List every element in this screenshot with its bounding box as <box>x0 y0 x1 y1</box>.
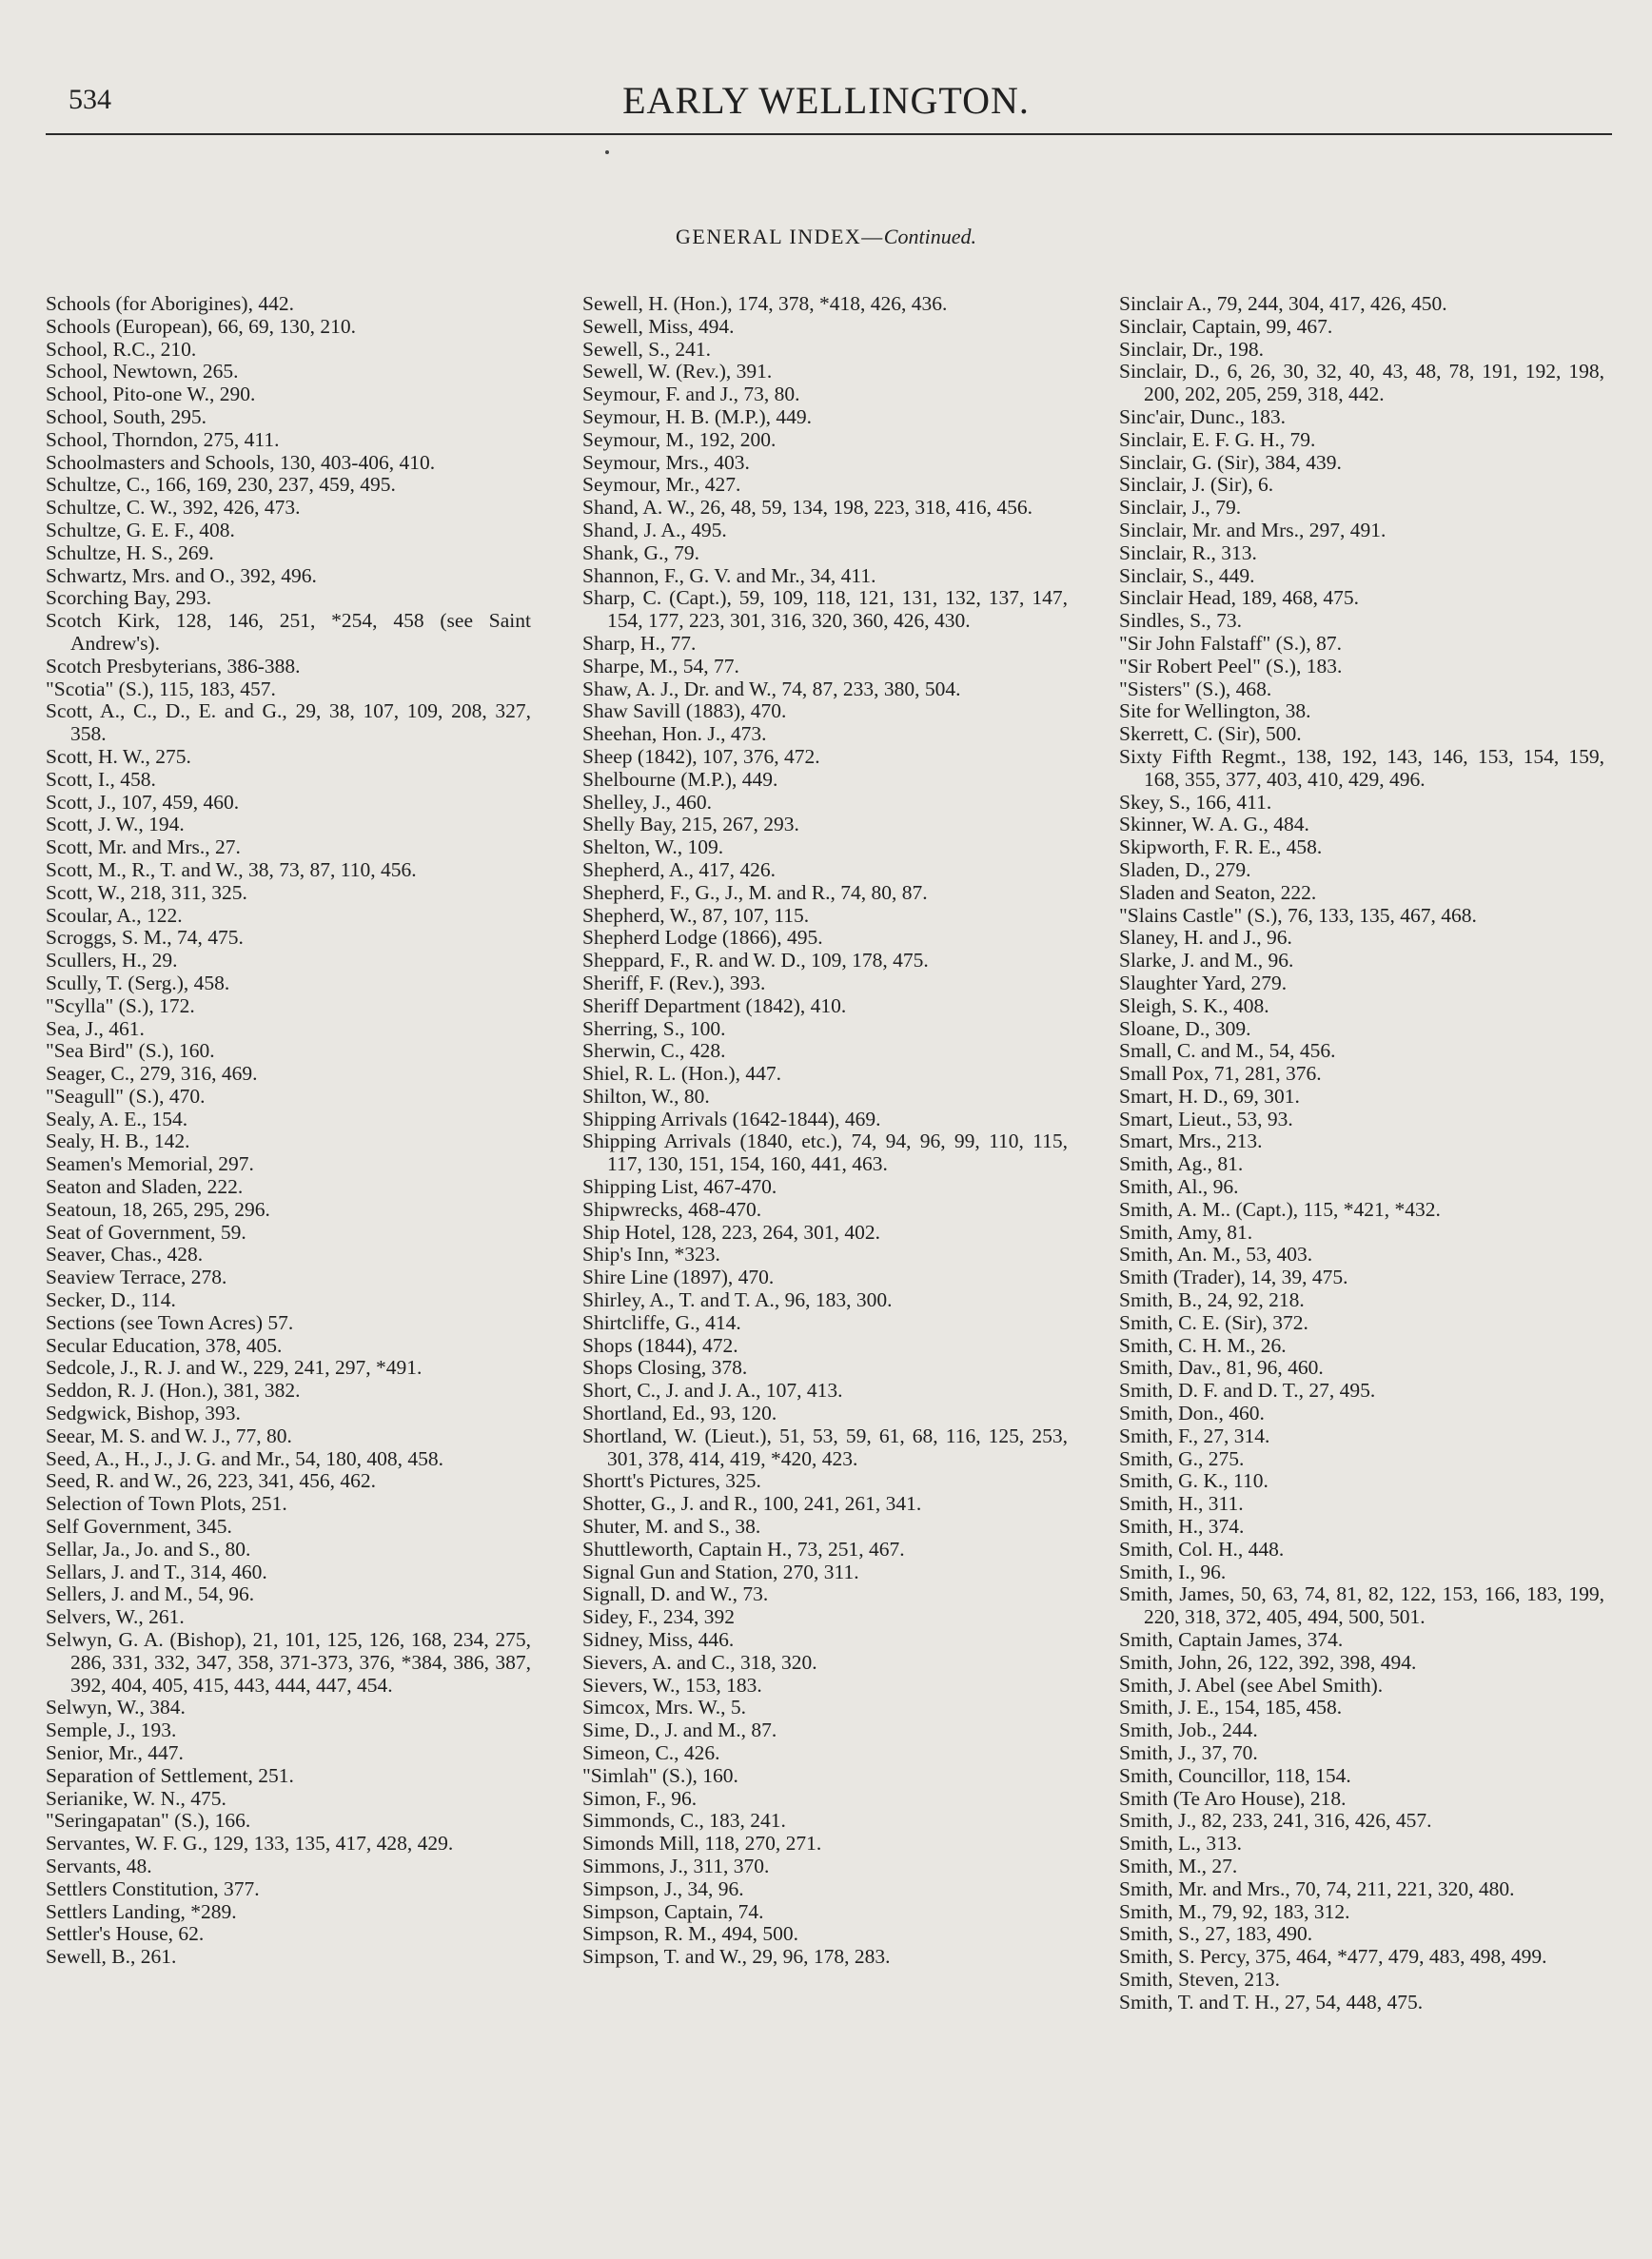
index-entry: Small, C. and M., 54, 456. <box>1119 1039 1336 1063</box>
index-entry: Sievers, A. and C., 318, 320. <box>582 1650 817 1674</box>
index-entry: Schools (for Aborigines), 442. <box>46 292 294 315</box>
index-entry: Shipping Arrivals (1840, etc.), 74, 94, 96, 99, 110, 115, 117, 130, 151, 154, 160, 441, 463. <box>582 1130 1068 1176</box>
index-entry: School, Thorndon, 275, 411. <box>46 427 280 451</box>
index-entry: Shelbourne (M.P.), 449. <box>582 767 778 791</box>
index-entry: "Seringapatan" (S.), 166. <box>46 1809 251 1833</box>
index-entry: Sedcole, J., R. J. and W., 229, 241, 297, *491. <box>46 1356 423 1380</box>
index-entry: Shelly Bay, 215, 267, 293. <box>582 813 799 836</box>
index-entry: Semple, J., 193. <box>46 1719 177 1742</box>
index-entry: Shaw, A. J., Dr. and W., 74, 87, 233, 380, 504. <box>582 677 961 700</box>
index-entry: Sheriff Department (1842), 410. <box>582 993 847 1017</box>
index-entry: Shortland, Ed., 93, 120. <box>582 1402 777 1425</box>
index-entry: Sedgwick, Bishop, 393. <box>46 1402 241 1425</box>
index-entry: Schultze, C. W., 392, 426, 473. <box>46 496 301 520</box>
index-entry: Sewell, S., 241. <box>582 337 711 361</box>
index-entry: Smart, Mrs., 213. <box>1119 1130 1263 1153</box>
index-entry: Skipworth, F. R. E., 458. <box>1119 835 1323 859</box>
index-entry: Shepherd Lodge (1866), 495. <box>582 926 823 950</box>
index-entry: Scott, H. W., 275. <box>46 744 191 768</box>
index-entry: Sheep (1842), 107, 376, 472. <box>582 744 820 768</box>
index-entry: Sidney, Miss, 446. <box>582 1628 735 1652</box>
index-entry: Serianike, W. N., 475. <box>46 1786 226 1810</box>
index-entry: Smith, C. E. (Sir), 372. <box>1119 1310 1308 1334</box>
section-title-continued: Continued. <box>883 225 976 248</box>
index-entry: Skerrett, C. (Sir), 500. <box>1119 722 1302 746</box>
index-entry: Shuter, M. and S., 38. <box>582 1515 761 1539</box>
index-entry: Selection of Town Plots, 251. <box>46 1492 287 1516</box>
index-entry: Smith, Col. H., 448. <box>1119 1537 1285 1561</box>
index-entry: Skinner, W. A. G., 484. <box>1119 813 1309 836</box>
index-entry: Shelton, W., 109. <box>582 835 724 859</box>
index-entry: Simeon, C., 426. <box>582 1741 720 1764</box>
index-entry: Shotter, G., J. and R., 100, 241, 261, 341. <box>582 1492 922 1516</box>
index-entry: Smith, F., 27, 314. <box>1119 1424 1270 1447</box>
index-entry: Shire Line (1897), 470. <box>582 1266 775 1289</box>
index-entry: Seatoun, 18, 265, 295, 296. <box>46 1197 270 1221</box>
index-entry: Smith (Trader), 14, 39, 475. <box>1119 1266 1348 1289</box>
index-entry: Sinclair, Mr. and Mrs., 297, 491. <box>1119 518 1386 541</box>
index-entry: Shortland, W. (Lieut.), 51, 53, 59, 61, 68, 116, 125, 253, 301, 378, 414, 419, *420, 423. <box>582 1424 1068 1470</box>
index-entry: Smart, H. D., 69, 301. <box>1119 1084 1300 1108</box>
index-entry: Scott, I., 458. <box>46 767 156 791</box>
index-entry: Scullers, H., 29. <box>46 949 178 972</box>
index-entry: Sidey, F., 234, 392 <box>582 1605 735 1629</box>
index-entry: Smith, Captain James, 374. <box>1119 1628 1344 1652</box>
index-entry: Slaughter Yard, 279. <box>1119 971 1288 994</box>
index-entry: Smith, C. H. M., 26. <box>1119 1333 1287 1357</box>
index-entry: Selwyn, G. A. (Bishop), 21, 101, 125, 126, 168, 234, 275, 286, 331, 332, 347, 358, 371-373, 376, *384, 386, 387, 392, 404, 405, 415, 443, 444, 447, 454. <box>46 1628 531 1697</box>
index-entry: Smith, M., 79, 92, 183, 312. <box>1119 1899 1350 1923</box>
index-entry: Seed, A., H., J., J. G. and Mr., 54, 180, 408, 458. <box>46 1446 444 1470</box>
index-entry: Sindles, S., 73. <box>1119 609 1243 633</box>
index-entry: Shirley, A., T. and T. A., 96, 183, 300. <box>582 1288 893 1312</box>
index-entry: Sinclair, Captain, 99, 467. <box>1119 314 1333 338</box>
index-entry: Smith, I., 96. <box>1119 1560 1227 1583</box>
index-entry: Seaton and Sladen, 222. <box>46 1175 244 1199</box>
index-entry: Sime, D., J. and M., 87. <box>582 1719 777 1742</box>
index-entry: Shiel, R. L. (Hon.), 447. <box>582 1062 782 1086</box>
index-entry: Simpson, Captain, 74. <box>582 1899 764 1923</box>
index-entry: Ship Hotel, 128, 223, 264, 301, 402. <box>582 1220 880 1244</box>
index-entry: Smith, Dav., 81, 96, 460. <box>1119 1356 1324 1380</box>
index-entry: Sellars, J. and T., 314, 460. <box>46 1560 267 1583</box>
stray-mark <box>605 150 609 154</box>
section-title <box>0 225 1652 249</box>
index-entry: Sinclair A., 79, 244, 304, 417, 426, 450. <box>1119 292 1447 315</box>
index-entry: Smith, L., 313. <box>1119 1832 1243 1856</box>
index-entry: Smart, Lieut., 53, 93. <box>1119 1107 1293 1130</box>
index-entry: Shops (1844), 472. <box>582 1333 738 1357</box>
index-entry: Smith, M., 27. <box>1119 1854 1238 1877</box>
index-entry: Seymour, H. B. (M.P.), 449. <box>582 404 813 428</box>
index-entry: Servantes, W. F. G., 129, 133, 135, 417, 428, 429. <box>46 1832 454 1856</box>
index-column-3 <box>1119 293 1604 2014</box>
index-entry: Sinclair, R., 313. <box>1119 540 1257 564</box>
index-entry: Shops Closing, 378. <box>582 1356 748 1380</box>
index-entry: Sladen, D., 279. <box>1119 857 1251 881</box>
index-entry: Smith, J. E., 154, 185, 458. <box>1119 1696 1343 1719</box>
index-entry: Scott, Mr. and Mrs., 27. <box>46 835 241 859</box>
index-entry: Seear, M. S. and W. J., 77, 80. <box>46 1424 292 1447</box>
index-entry: Shank, G., 79. <box>582 540 700 564</box>
index-entry: Short, C., J. and J. A., 107, 413. <box>582 1379 843 1403</box>
index-entry: Scott, A., C., D., E. and G., 29, 38, 107, 109, 208, 327, 358. <box>46 699 531 746</box>
index-entry: Seymour, Mrs., 403. <box>582 450 750 474</box>
index-entry: Smith, J., 37, 70. <box>1119 1741 1258 1764</box>
index-entry: Sleigh, S. K., 408. <box>1119 993 1269 1017</box>
index-entry: Simon, F., 96. <box>582 1786 698 1810</box>
index-entry: School, R.C., 210. <box>46 337 197 361</box>
index-entry: Signall, D. and W., 73. <box>582 1582 769 1606</box>
index-entry: Shannon, F., G. V. and Mr., 34, 411. <box>582 563 876 587</box>
index-entry: "Sir John Falstaff" (S.), 87. <box>1119 631 1342 655</box>
index-entry: Smith, H., 311. <box>1119 1492 1244 1516</box>
index-entry: Sloane, D., 309. <box>1119 1016 1251 1040</box>
index-entry: Sewell, B., 261. <box>46 1945 177 1969</box>
index-entry: Schools (European), 66, 69, 130, 210. <box>46 314 357 338</box>
index-entry: Smith, S. Percy, 375, 464, *477, 479, 483, 498, 499. <box>1119 1945 1547 1969</box>
index-entry: Schultze, G. E. F., 408. <box>46 518 235 541</box>
index-entry: Sinclair, G. (Sir), 384, 439. <box>1119 450 1342 474</box>
index-entry: Separation of Settlement, 251. <box>46 1763 294 1787</box>
index-entry: Schoolmasters and Schools, 130, 403-406, 410. <box>46 450 436 474</box>
index-entry: Smith, Job., 244. <box>1119 1719 1258 1742</box>
index-entry: Scroggs, S. M., 74, 475. <box>46 926 244 950</box>
index-entry: Seat of Government, 59. <box>46 1220 246 1244</box>
index-entry: Sinclair Head, 189, 468, 475. <box>1119 586 1359 610</box>
index-entry: Smith, An. M., 53, 403. <box>1119 1243 1313 1267</box>
index-entry: Slarke, J. and M., 96. <box>1119 949 1294 972</box>
index-entry: Scorching Bay, 293. <box>46 586 212 610</box>
index-entry: Shand, A. W., 26, 48, 59, 134, 198, 223, 318, 416, 456. <box>582 496 1033 520</box>
index-entry: Sievers, W., 153, 183. <box>582 1673 762 1697</box>
index-entry: Smith, Don., 460. <box>1119 1402 1265 1425</box>
index-entry: Settlers Constitution, 377. <box>46 1876 260 1900</box>
index-entry: Simmonds, C., 183, 241. <box>582 1809 786 1833</box>
index-entry: Self Government, 345. <box>46 1515 232 1539</box>
index-entry: Sealy, A. E., 154. <box>46 1107 188 1130</box>
index-entry: Schultze, H. S., 269. <box>46 540 214 564</box>
index-entry: Selvers, W., 261. <box>46 1605 185 1629</box>
index-entry: Sherwin, C., 428. <box>582 1039 726 1063</box>
index-entry: Shipwrecks, 468-470. <box>582 1197 762 1221</box>
index-column-2 <box>582 293 1068 1969</box>
index-entry: Sewell, H. (Hon.), 174, 378, *418, 426, 436. <box>582 292 948 315</box>
index-entry: Shirtcliffe, G., 414. <box>582 1310 741 1334</box>
index-entry: "Sisters" (S.), 468. <box>1119 677 1272 700</box>
header-rule <box>46 133 1612 135</box>
index-entry: Seaver, Chas., 428. <box>46 1243 204 1267</box>
index-entry: Scotch Kirk, 128, 146, 251, *254, 458 (see Saint Andrew's). <box>46 609 531 655</box>
index-entry: "Simlah" (S.), 160. <box>582 1763 738 1787</box>
index-entry: Sixty Fifth Regmt., 138, 192, 143, 146, 153, 154, 159, 168, 355, 377, 403, 410, 429, 496. <box>1119 744 1604 791</box>
index-entry: Smith, A. M.. (Capt.), 115, *421, *432. <box>1119 1197 1441 1221</box>
index-entry: Smith, James, 50, 63, 74, 81, 82, 122, 153, 166, 183, 199, 220, 318, 372, 405, 494, 500, 501. <box>1119 1582 1604 1629</box>
index-entry: Smith, B., 24, 92, 218. <box>1119 1288 1305 1312</box>
index-entry: Shepherd, W., 87, 107, 115. <box>582 903 810 927</box>
index-entry: Scott, J. W., 194. <box>46 813 185 836</box>
index-entry: Simpson, T. and W., 29, 96, 178, 283. <box>582 1945 891 1969</box>
index-entry: Sheehan, Hon. J., 473. <box>582 722 767 746</box>
index-entry: Smith, Al., 96. <box>1119 1175 1239 1199</box>
index-entry: Shepherd, F., G., J., M. and R., 74, 80, 87. <box>582 880 928 904</box>
index-entry: Seamen's Memorial, 297. <box>46 1152 254 1176</box>
running-head-title: EARLY WELLINGTON. <box>622 79 1030 122</box>
index-entry: Scott, W., 218, 311, 325. <box>46 880 247 904</box>
index-entry: Shuttleworth, Captain H., 73, 251, 467. <box>582 1537 905 1561</box>
index-entry: Servants, 48. <box>46 1854 152 1877</box>
index-entry: Sewell, Miss, 494. <box>582 314 735 338</box>
index-entry: Smith, Amy, 81. <box>1119 1220 1253 1244</box>
index-entry: Smith, Mr. and Mrs., 70, 74, 211, 221, 320, 480. <box>1119 1876 1515 1900</box>
index-entry: Shelley, J., 460. <box>582 790 712 814</box>
index-entry: Seymour, M., 192, 200. <box>582 427 777 451</box>
index-entry: Shilton, W., 80. <box>582 1084 710 1108</box>
index-entry: Secker, D., 114. <box>46 1288 176 1312</box>
index-entry: Smith, John, 26, 122, 392, 398, 494. <box>1119 1650 1417 1674</box>
index-entry: "Seagull" (S.), 470. <box>46 1084 206 1108</box>
index-entry: Sladen and Seaton, 222. <box>1119 880 1317 904</box>
index-entry: Seymour, Mr., 427. <box>582 473 741 497</box>
section-title-label: GENERAL INDEX— <box>676 225 884 248</box>
index-entry: "Scylla" (S.), 172. <box>46 993 195 1017</box>
index-entry: Secular Education, 378, 405. <box>46 1333 283 1357</box>
index-entry: School, South, 295. <box>46 404 207 428</box>
index-entry: Scott, J., 107, 459, 460. <box>46 790 240 814</box>
index-entry: School, Newtown, 265. <box>46 360 239 383</box>
index-entry: Simpson, J., 34, 96. <box>582 1876 744 1900</box>
index-entry: Scoular, A., 122. <box>46 903 183 927</box>
index-entry: Settler's House, 62. <box>46 1922 205 1946</box>
index-entry: Sinc'air, Dunc., 183. <box>1119 404 1286 428</box>
index-entry: Smith, Councillor, 118, 154. <box>1119 1763 1351 1787</box>
index-entry: Sinclair, Dr., 198. <box>1119 337 1265 361</box>
index-entry: Senior, Mr., 447. <box>46 1741 184 1764</box>
index-entry: Seager, C., 279, 316, 469. <box>46 1062 258 1086</box>
index-entry: Skey, S., 166, 411. <box>1119 790 1272 814</box>
index-entry: Simcox, Mrs. W., 5. <box>582 1696 747 1719</box>
index-entry: School, Pito-one W., 290. <box>46 383 256 406</box>
index-entry: Shipping List, 467-470. <box>582 1175 777 1199</box>
index-entry: Sinclair, S., 449. <box>1119 563 1255 587</box>
index-entry: Sinclair, E. F. G. H., 79. <box>1119 427 1316 451</box>
index-entry: Scott, M., R., T. and W., 38, 73, 87, 110, 456. <box>46 857 417 881</box>
index-entry: Shipping Arrivals (1642-1844), 469. <box>582 1107 881 1130</box>
index-entry: "Sir Robert Peel" (S.), 183. <box>1119 654 1343 678</box>
index-entry: Sheppard, F., R. and W. D., 109, 178, 475. <box>582 949 929 972</box>
index-entry: Sinclair, D., 6, 26, 30, 32, 40, 43, 48, 78, 191, 192, 198, 200, 202, 205, 259, 318, 442. <box>1119 360 1604 406</box>
index-entry: Small Pox, 71, 281, 376. <box>1119 1062 1322 1086</box>
index-entry: Simpson, R. M., 494, 500. <box>582 1922 798 1946</box>
index-entry: Simonds Mill, 118, 270, 271. <box>582 1832 822 1856</box>
index-entry: Shand, J. A., 495. <box>582 518 727 541</box>
index-entry: Smith, S., 27, 183, 490. <box>1119 1922 1313 1946</box>
index-entry: Slaney, H. and J., 96. <box>1119 926 1292 950</box>
index-entry: Signal Gun and Station, 270, 311. <box>582 1560 859 1583</box>
index-entry: Smith, G. K., 110. <box>1119 1469 1268 1493</box>
index-entry: "Slains Castle" (S.), 76, 133, 135, 467, 468. <box>1119 903 1477 927</box>
index-entry: Smith (Te Aro House), 218. <box>1119 1786 1347 1810</box>
index-entry: Sea, J., 461. <box>46 1016 145 1040</box>
index-entry: Sheriff, F. (Rev.), 393. <box>582 971 766 994</box>
index-entry: Smith, Ag., 81. <box>1119 1152 1244 1176</box>
index-entry: Smith, H., 374. <box>1119 1515 1245 1539</box>
index-entry: Sections (see Town Acres) 57. <box>46 1310 294 1334</box>
index-entry: Sellar, Ja., Jo. and S., 80. <box>46 1537 251 1561</box>
index-entry: Smith, D. F. and D. T., 27, 495. <box>1119 1379 1376 1403</box>
index-entry: Seddon, R. J. (Hon.), 381, 382. <box>46 1379 301 1403</box>
index-entry: Smith, J., 82, 233, 241, 316, 426, 457. <box>1119 1809 1432 1833</box>
index-entry: "Sea Bird" (S.), 160. <box>46 1039 215 1063</box>
index-entry: Smith, G., 275. <box>1119 1446 1245 1470</box>
index-entry: Site for Wellington, 38. <box>1119 699 1311 723</box>
index-entry: Sherring, S., 100. <box>582 1016 726 1040</box>
index-entry: "Scotia" (S.), 115, 183, 457. <box>46 677 276 700</box>
index-entry: Seymour, F. and J., 73, 80. <box>582 383 800 406</box>
index-entry: Sealy, H. B., 142. <box>46 1130 190 1153</box>
index-entry: Smith, J. Abel (see Abel Smith). <box>1119 1673 1384 1697</box>
index-entry: Sharp, H., 77. <box>582 631 697 655</box>
index-entry: Schultze, C., 166, 169, 230, 237, 459, 495. <box>46 473 396 497</box>
page-number: 534 <box>69 84 111 115</box>
index-entry: Seaview Terrace, 278. <box>46 1266 227 1289</box>
index-entry: Ship's Inn, *323. <box>582 1243 720 1267</box>
index-entry: Sharpe, M., 54, 77. <box>582 654 739 678</box>
index-entry: Sinclair, J. (Sir), 6. <box>1119 473 1274 497</box>
index-entry: Shortt's Pictures, 325. <box>582 1469 761 1493</box>
index-entry: Selwyn, W., 384. <box>46 1696 186 1719</box>
index-entry: Simmons, J., 311, 370. <box>582 1854 770 1877</box>
index-entry: Sewell, W. (Rev.), 391. <box>582 360 773 383</box>
index-entry: Seed, R. and W., 26, 223, 341, 456, 462. <box>46 1469 376 1493</box>
index-entry: Scully, T. (Serg.), 458. <box>46 971 230 994</box>
index-entry: Sellers, J. and M., 54, 96. <box>46 1582 255 1606</box>
index-entry: Shaw Savill (1883), 470. <box>582 699 787 723</box>
index-entry: Shepherd, A., 417, 426. <box>582 857 777 881</box>
index-entry: Sinclair, J., 79. <box>1119 496 1242 520</box>
index-entry: Smith, T. and T. H., 27, 54, 448, 475. <box>1119 1990 1424 2013</box>
index-entry: Scotch Presbyterians, 386-388. <box>46 654 301 678</box>
index-entry: Schwartz, Mrs. and O., 392, 496. <box>46 563 317 587</box>
index-entry: Settlers Landing, *289. <box>46 1899 237 1923</box>
index-entry: Smith, Steven, 213. <box>1119 1967 1281 1991</box>
index-entry: Sharp, C. (Capt.), 59, 109, 118, 121, 131, 132, 137, 147, 154, 177, 223, 301, 316, 320, 360, 426, 430. <box>582 586 1068 633</box>
index-column-1 <box>46 293 531 1969</box>
